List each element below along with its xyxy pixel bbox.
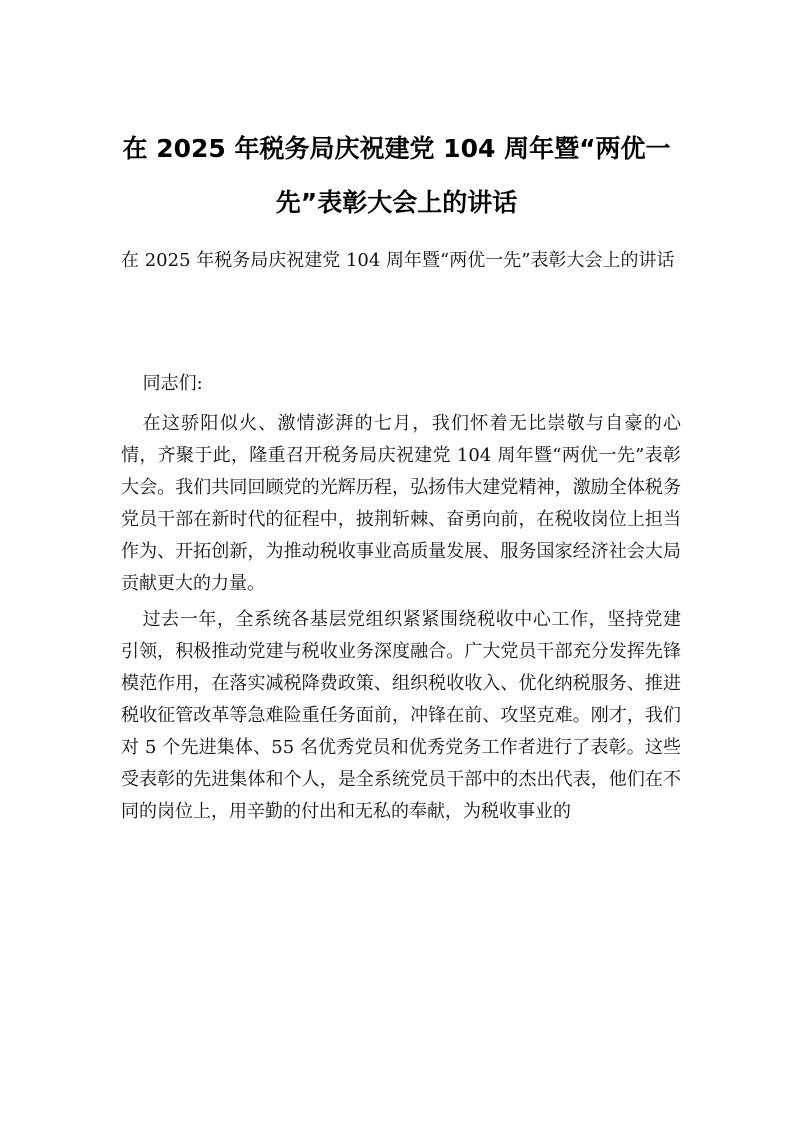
paragraph-2: 过去一年，全系统各基层党组织紧紧围绕税收中心工作，坚持党建引领，积极推动党建与税收业务深度融合。广大党员干部充分发挥先锋模范作用，在落实减税降费政策、组织税收收入、优化纳税服务、推进税收征管改革等急难险重任务面前，冲锋在前、攻坚克难。刚才，我们对 5 个先进集体、55 名优秀党员和优秀党务工作者进行了表彰。这些受表彰的先进集体和个人，是全系统党员干部中的杰出代表，他们在不同的岗位上，用辛勤的付出和无私的奉献，为税收事业的	[121, 609, 681, 822]
document-subtitle: 在 2025 年税务局庆祝建党 104 周年暨“两优一先”表彰大会上的讲话	[121, 250, 675, 271]
document-body	[121, 368, 681, 828]
salutation: 同志们:	[142, 373, 203, 394]
document-title: 在 2025 年税务局庆祝建党 104 周年暨“两优一先”表彰大会上的讲话	[122, 134, 671, 217]
paragraph-1: 在这骄阳似火、激情澎湃的七月，我们怀着无比崇敬与自豪的心情，齐聚于此，隆重召开税务局庆祝建党 104 周年暨“两优一先”表彰大会。我们共同回顾党的光辉历程，弘扬伟大建党精神，激励全体税务党员干部在新时代的征程中，披荆斩棘、奋勇向前，在税收岗位上担当作为、开拓创新，为推动税收事业高质量发展、服务国家经济社会大局贡献更大的力量。	[121, 413, 681, 594]
